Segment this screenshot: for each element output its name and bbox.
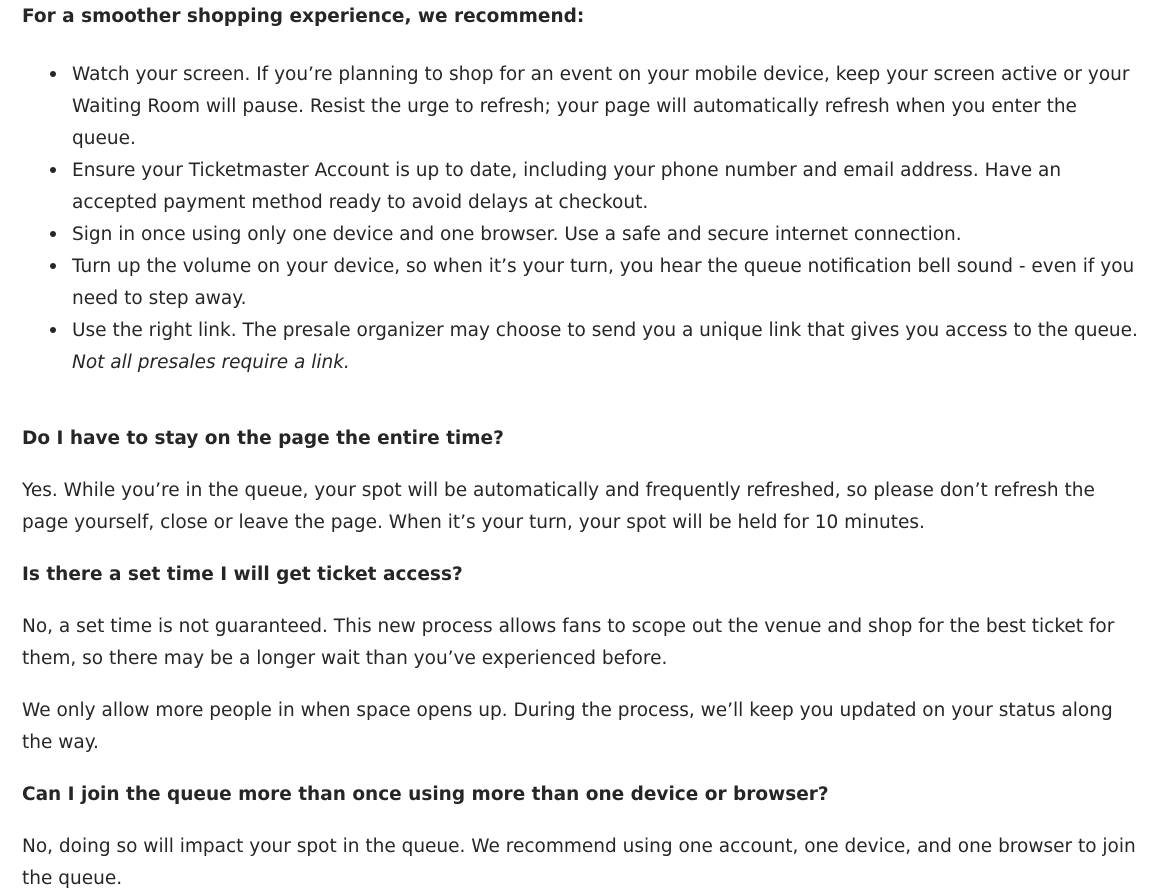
list-item-note: Not all presales require a link.: [72, 352, 350, 373]
bullet-icon: [50, 167, 56, 173]
faq-answer-set-time-followup: We only allow more people in when space opens up. During the process, we’ll keep you updated on your status along the way.: [22, 700, 1113, 753]
list-item: [22, 219, 1139, 251]
list-item: [22, 315, 1139, 379]
faq-question-set-time: Is there a set time I will get ticket access?: [22, 564, 463, 585]
list-item: [22, 155, 1139, 219]
recommendations-heading: For a smoother shopping experience, we recommend:: [22, 6, 585, 27]
list-item-text: Sign in once using only one device and one browser. Use a safe and secure internet connection.: [72, 224, 962, 245]
bullet-icon: [50, 231, 56, 237]
faq-answer-stay-on-page: Yes. While you’re in the queue, your spot will be automatically and frequently refreshed, so please don’t refresh the page yourself, close or leave the page. When it’s your turn, your spot will be held for 10 minutes.: [22, 480, 1095, 533]
faq-answer-set-time: No, a set time is not guaranteed. This new process allows fans to scope out the venue and shop for the best ticket for them, so there may be a longer wait than you’ve experienced before.: [22, 616, 1115, 669]
list-item-text: Turn up the volume on your device, so when it’s your turn, you hear the queue notification bell sound - even if you need to step away.: [72, 256, 1135, 309]
list-item: [22, 251, 1139, 315]
bullet-icon: [50, 327, 56, 333]
faq-question-stay-on-page: Do I have to stay on the page the entire time?: [22, 428, 504, 449]
list-item: [22, 59, 1139, 155]
faq-answer-multiple-devices: No, doing so will impact your spot in the queue. We recommend using one account, one device, and one browser to join the queue.: [22, 836, 1136, 889]
recommendations-list: [22, 59, 1139, 379]
list-item-text: Ensure your Ticketmaster Account is up to date, including your phone number and email address. Have an accepted payment method ready to avoid delays at checkout.: [72, 160, 1062, 213]
list-item-text: Watch your screen. If you’re planning to shop for an event on your mobile device, keep your screen active or your Waiting Room will pause. Resist the urge to refresh; your page will automatically refresh when you enter the queue.: [72, 64, 1130, 149]
list-item-text: Use the right link. The presale organizer may choose to send you a unique link that gives you access to the queue.: [72, 320, 1138, 341]
faq-question-multiple-devices: Can I join the queue more than once using more than one device or browser?: [22, 784, 829, 805]
bullet-icon: [50, 71, 56, 77]
bullet-icon: [50, 263, 56, 269]
